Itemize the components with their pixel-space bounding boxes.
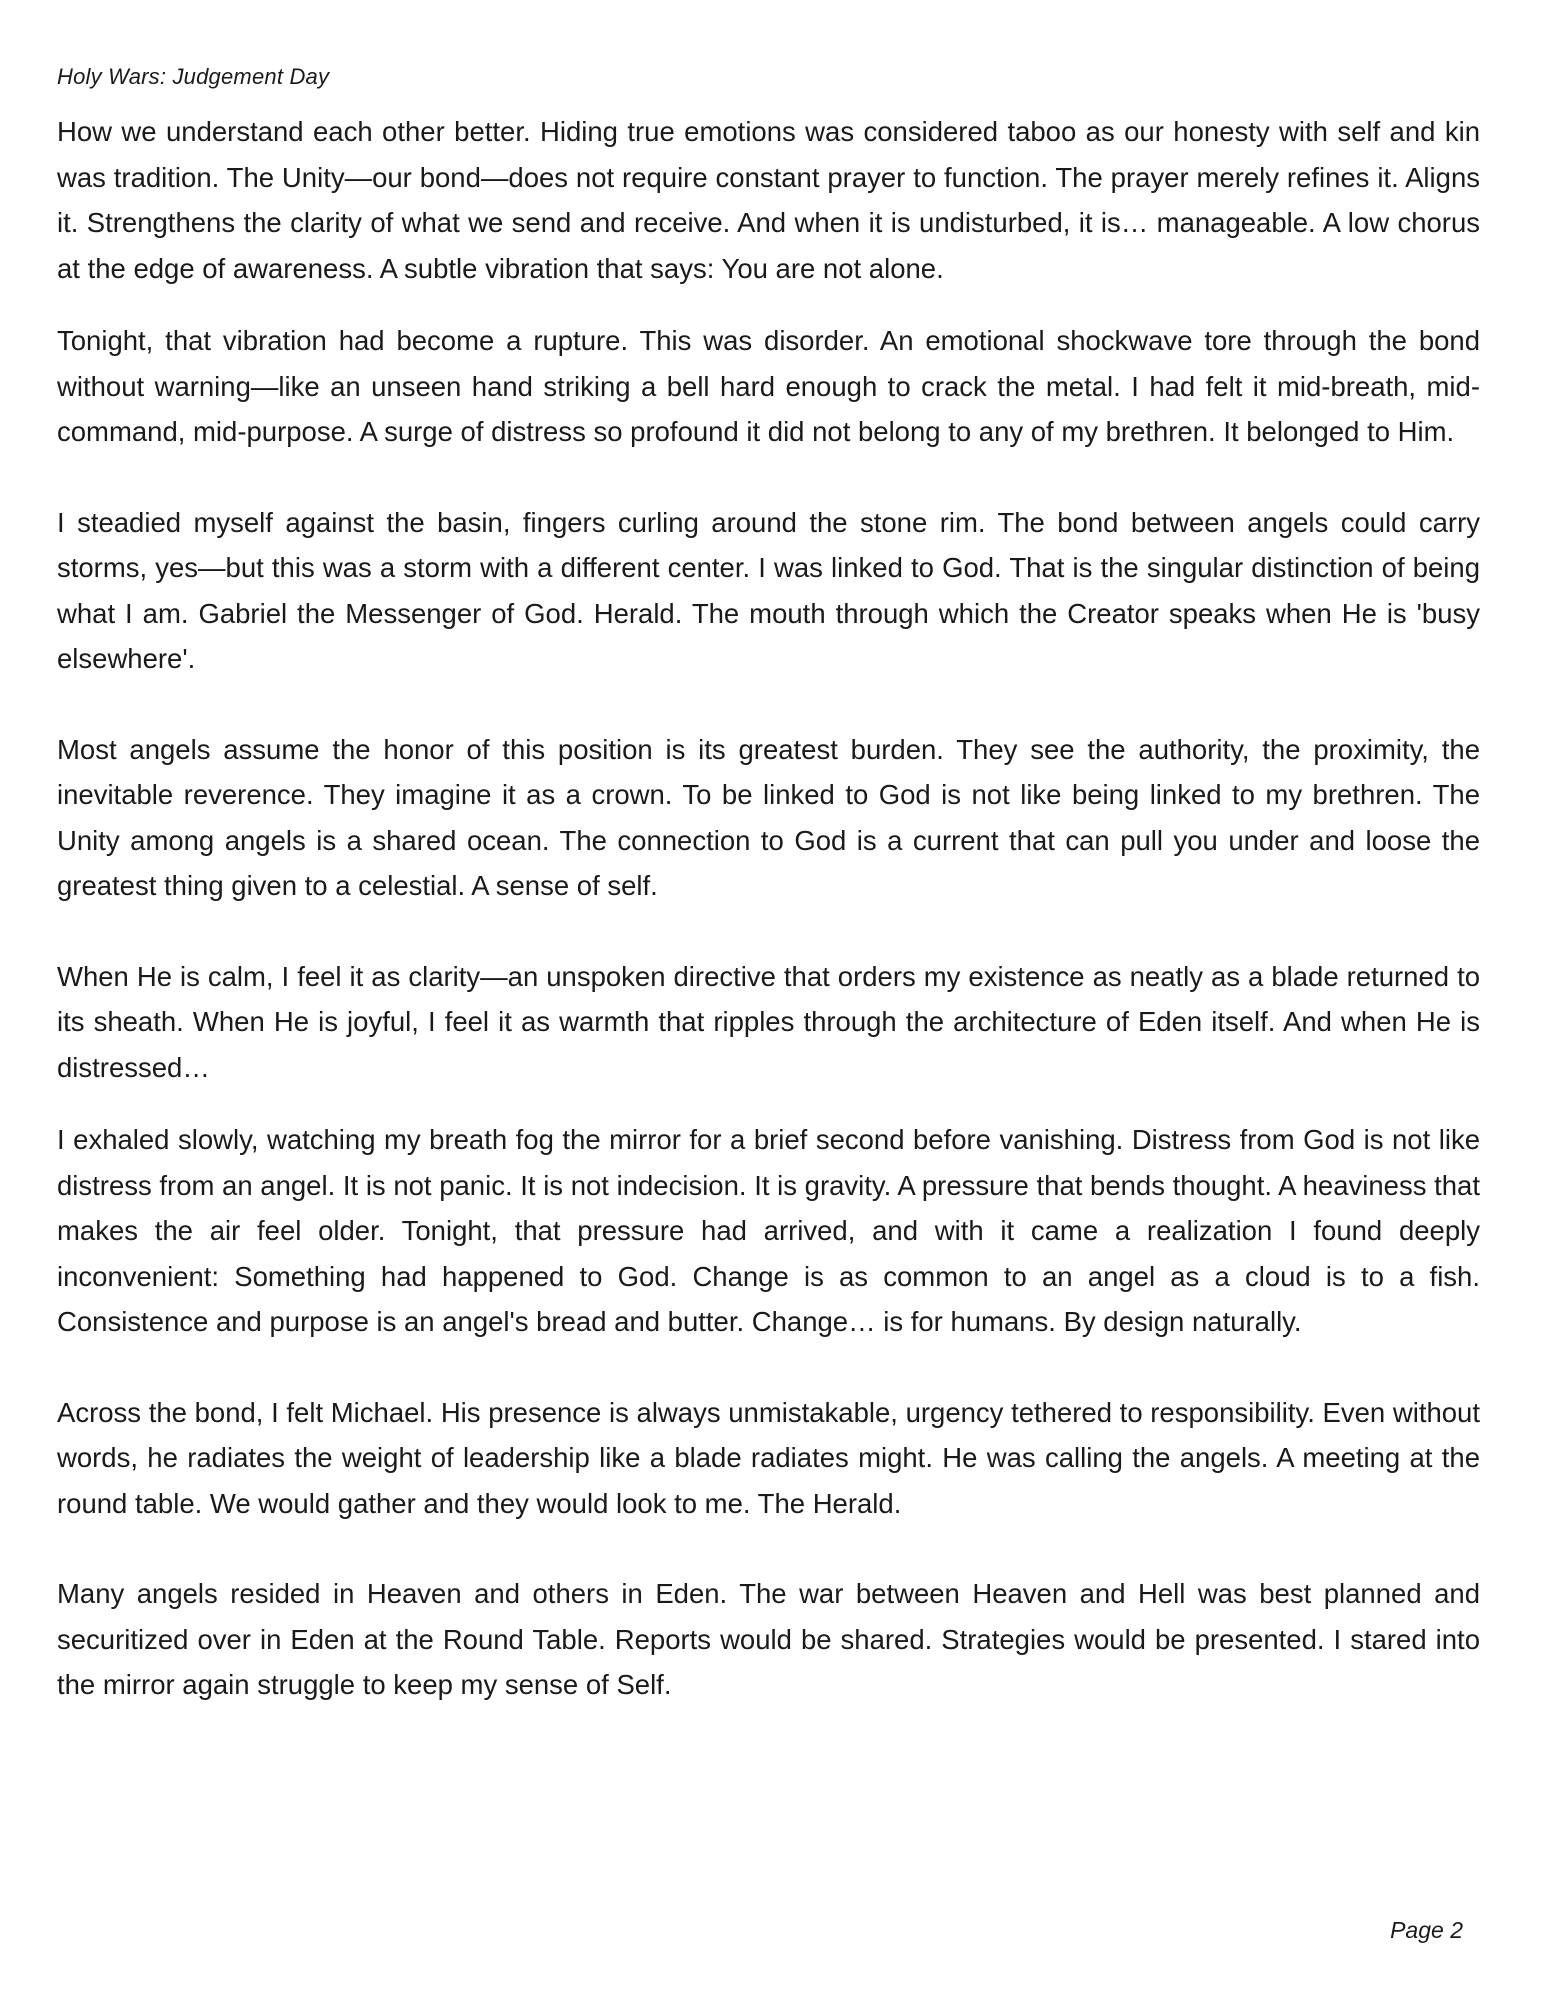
- paragraph-3: I steadied myself against the basin, fingers curling around the stone rim. The bond between angels could carry storms, yes—but this was a storm with a different center. I was linked to God. That is the singular distinction of being what I am. Gabriel the Messenger of God. Herald. The mouth through which the Creator speaks when He is 'busy elsewhere'.: [57, 506, 1480, 674]
- running-header: Holy Wars: Judgement Day: [57, 64, 330, 89]
- paragraph-5: When He is calm, I feel it as clarity—an unspoken directive that orders my existence as neatly as a blade returned to its sheath. When He is joyful, I feel it as warmth that ripples through the architecture of Eden itself. And when He is distressed…: [57, 960, 1480, 1083]
- paragraph-6: I exhaled slowly, watching my breath fog the mirror for a brief second before vanishing. Distress from God is not like distress from an angel. It is not panic. It is not indecision. It is gravity. A pressure that bends thought. A heaviness that makes the air feel older. Tonight, that pressure had arrived, and with it came a realization I found deeply inconvenient: Something had happened to God. Change is as common to an angel as a cloud is to a fish. Consistence and purpose is an angel's bread and butter. Change… is for humans. By design naturally.: [57, 1124, 1480, 1337]
- paragraph-8: Many angels resided in Heaven and others in Eden. The war between Heaven and Hell was best planned and securitized over in Eden at the Round Table. Reports would be shared. Strategies would be presented. I stared into the mirror again struggle to keep my sense of Self.: [57, 1578, 1480, 1700]
- paragraph-1: How we understand each other better. Hiding true emotions was considered taboo as our honesty with self and kin was tradition. The Unity—our bond—does not require constant prayer to function. The prayer merely refines it. Aligns it. Strengthens the clarity of what we send and receive. And when it is undisturbed, it is… manageable. A low chorus at the edge of awareness. A subtle vibration that says: You are not alone.: [57, 116, 1480, 284]
- paragraph-2: Tonight, that vibration had become a rupture. This was disorder. An emotional shockwave tore through the bond without warning—like an unseen hand striking a bell hard enough to crack the metal. I had felt it mid-breath, mid-command, mid-purpose. A surge of distress so profound it did not belong to any of my brethren. It belonged to Him.: [57, 325, 1480, 447]
- page-number: Page 2: [1390, 1917, 1463, 1943]
- body-text: [57, 109, 1480, 1708]
- paragraph-4: Most angels assume the honor of this position is its greatest burden. They see the authority, the proximity, the inevitable reverence. They imagine it as a crown. To be linked to God is not like being linked to my brethren. The Unity among angels is a shared ocean. The connection to God is a current that can pull you under and loose the greatest thing given to a celestial. A sense of self.: [57, 733, 1480, 901]
- paragraph-7: Across the bond, I felt Michael. His presence is always unmistakable, urgency tethered to responsibility. Even without words, he radiates the weight of leadership like a blade radiates might. He was calling the angels. A meeting at the round table. We would gather and they would look to me. The Herald.: [57, 1396, 1480, 1519]
